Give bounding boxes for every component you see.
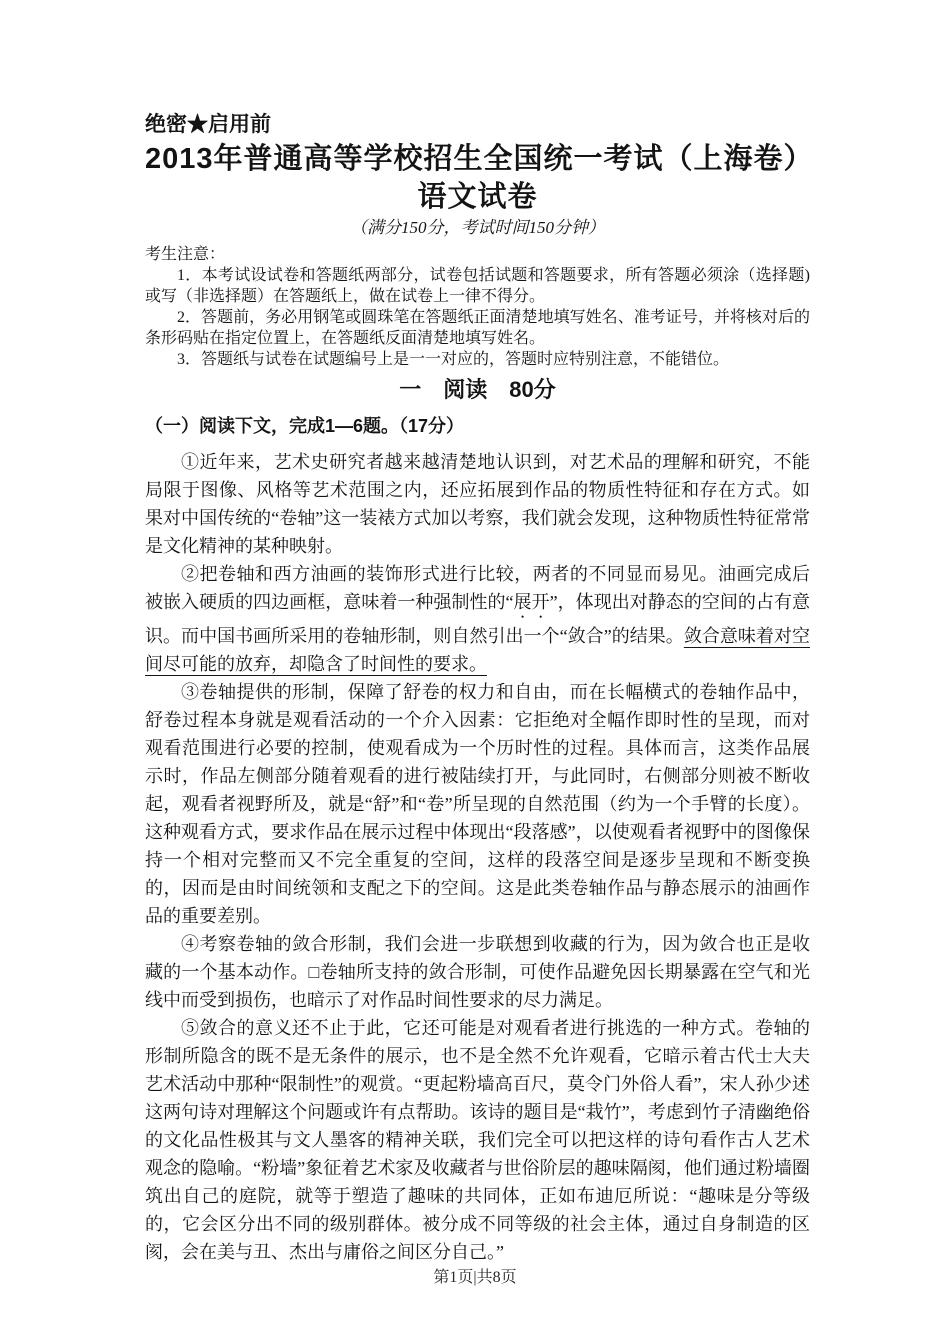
- paper-subject-title: 语文试卷: [417, 181, 538, 213]
- notice-heading: 考生注意：: [145, 246, 226, 263]
- passage-paragraph-3: ③卷轴提供的形制，保障了舒卷的权力和自由，而在长幅横式的卷轴作品中，舒卷过程本身就是观看活动的一个介入因素：它拒绝对全幅作即时性的呈现，而对观看范围进行必要的控制，使观看成为一个历时性的过程。具体而言，这类作品展示时，作品左侧部分随着观看的进行被陆续打开，与此同时，右侧部分则被不断收起，观看者视野所及，就是“舒”和“卷”所呈现的自然范围（约为一个手臂的长度）。这种观看方式，要求作品在展示过程中体现出“段落感”，以使观看者视野中的图像保持一个相对完整而又不完全重复的空间，这样的段落空间是逐步呈现和不断变换的，因而是由时间统领和支配之下的空间。这是此类卷轴作品与静态展示的油画作品的重要差别。: [145, 682, 810, 926]
- emphasis-dotted-word: 展开: [513, 592, 550, 612]
- section-heading-reading: 一 阅读 80分: [399, 377, 556, 402]
- passage-paragraph-1: ①近年来，艺术史研究者越来越清楚地认识到，对艺术品的理解和研究，不能局限于图像、风格等艺术范围之内，还应拓展到作品的物质性特征和存在方式。如果对中国传统的“卷轴”这一装裱方式加以考察，我们就会发现，这种物质性特征常常是文化精神的某种映射。: [145, 452, 810, 556]
- page-number-footer: 第1页|共8页: [433, 1269, 517, 1286]
- passage-paragraph-4: ④考察卷轴的敛合形制，我们会进一步联想到收藏的行为，因为敛合也正是收藏的一个基本动作。□卷轴所支持的敛合形制，可使作品避免因长期暴露在空气和光线中而受到损伤，也暗示了对作品时间性要求的尽力满足。: [145, 934, 810, 1010]
- paragraph-2-lead: ②把卷轴和西方油画的装饰形式进行比较，两者的不同显而易见。油画完成后被嵌入硬质的四边画框，意味着一种强制性的“: [145, 564, 810, 612]
- reading-passage: [145, 448, 810, 1266]
- underlined-sentence: 敛合意味着对空间尽可能的放弃，却隐含了时间性的要求。: [145, 626, 810, 674]
- classification-label: 绝密★启用前: [145, 113, 271, 136]
- candidate-notice: [145, 244, 810, 370]
- paragraph-2-middle: ”，体现出对静态的空间的占有意识。而中国书画所采用的卷轴形制，则自然引出一个“敛合”的结果。: [145, 592, 810, 646]
- notice-item-3: 3．答题纸与试卷在试题编号上是一一对应的，答题时应特别注意，不能错位。: [177, 351, 730, 368]
- notice-item-2: 2．答题前，务必用钢笔或圆珠笔在答题纸正面清楚地填写姓名、准考证号，并将核对后的条形码贴在指定位置上，在答题纸反面清楚地填写姓名。: [145, 309, 810, 347]
- exam-title: 2013年普通高等学校招生全国统一考试（上海卷）: [145, 143, 814, 175]
- passage-paragraph-5: ⑤敛合的意义还不止于此，它还可能是对观看者进行挑选的一种方式。卷轴的形制所隐含的既不是无条件的展示，也不是全然不允许观看，它暗示着古代士大夫艺术活动中那种“限制性”的观赏。“更起粉墙高百尺，莫令门外俗人看”，宋人孙少述这两句诗对理解这个问题或许有点帮助。该诗的题目是“栽竹”，考虑到竹子清幽绝俗的文化品性极其与文人墨客的精神关联，我们完全可以把这样的诗句看作古人艺术观念的隐喻。“粉墙”象征着艺术家及收藏者与世俗阶层的趣味隔阂，他们通过粉墙圈筑出自己的庭院，就等于塑造了趣味的共同体，正如布迪厄所说：“趣味是分等级的，它会区分出不同的级别群体。被分成不同等级的社会主体，通过自身制造的区阂，会在美与丑、杰出与庸俗之间区分自己。”: [145, 1018, 810, 1262]
- notice-item-1: 1．本考试设试卷和答题纸两部分，试卷包括试题和答题要求，所有答题必须涂（选择题)或写（非选择题）在答题纸上，做在试卷上一律不得分。: [145, 267, 810, 305]
- passage-paragraph-2: [145, 560, 810, 678]
- part-one-heading: （一）阅读下文，完成1—6题。（17分）: [145, 416, 465, 436]
- exam-meta-line: （满分150分，考试时间150分钟）: [350, 218, 605, 237]
